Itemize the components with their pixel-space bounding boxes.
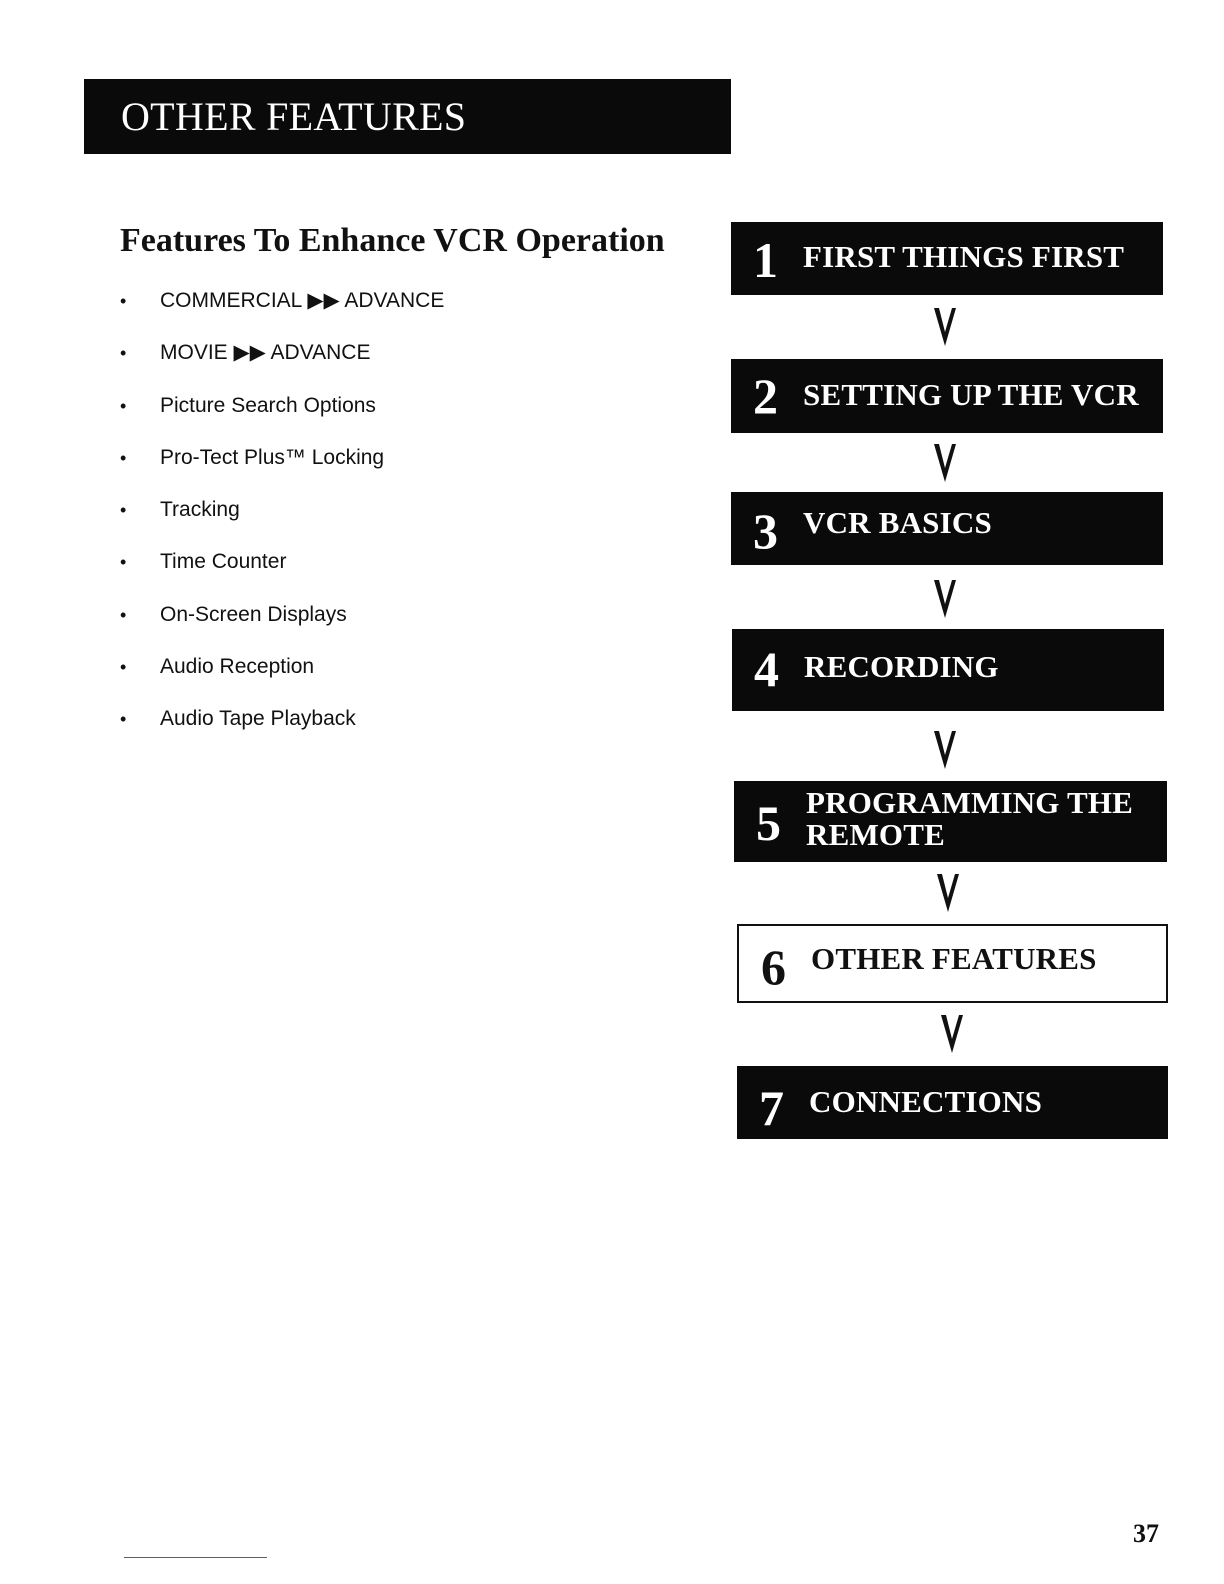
feature-list bbox=[118, 286, 444, 757]
chevron-down-icon bbox=[932, 306, 958, 350]
step-label: VCR BASICS bbox=[803, 505, 992, 540]
step-label: FIRST THINGS FIRST bbox=[803, 239, 1125, 274]
list-item bbox=[118, 286, 444, 338]
bullet-icon: • bbox=[120, 500, 127, 521]
bullet-icon: • bbox=[120, 343, 127, 364]
chevron-down-icon bbox=[939, 1013, 965, 1057]
step-label: RECORDING bbox=[804, 649, 999, 684]
list-item-label: Audio Reception bbox=[160, 655, 315, 679]
list-item-label: Time Counter bbox=[160, 550, 287, 574]
chapter-title: OTHER FEATURES bbox=[121, 94, 467, 139]
footer-divider bbox=[124, 1557, 267, 1558]
chevron-down-icon bbox=[932, 442, 958, 486]
chevron-down-icon bbox=[935, 872, 961, 916]
chapter-step-5[interactable] bbox=[734, 781, 1167, 862]
list-item bbox=[118, 600, 444, 652]
bullet-icon: • bbox=[120, 657, 127, 678]
list-item bbox=[118, 443, 444, 495]
list-item bbox=[118, 391, 444, 443]
list-item-label: COMMERCIAL ▶▶ ADVANCE bbox=[160, 289, 445, 312]
list-item-label: On-Screen Displays bbox=[160, 602, 347, 626]
step-number: 1 bbox=[753, 232, 778, 288]
bullet-icon: • bbox=[120, 604, 127, 625]
step-number: 5 bbox=[756, 795, 781, 851]
list-item-label: Picture Search Options bbox=[160, 393, 376, 417]
step-label-line1: PROGRAMMING THE bbox=[806, 785, 1134, 820]
section-title: Features To Enhance VCR Operation bbox=[120, 222, 665, 259]
chapter-header-bar bbox=[84, 79, 731, 154]
step-label-line2: REMOTE bbox=[806, 817, 945, 852]
list-item bbox=[118, 547, 444, 599]
step-number: 7 bbox=[759, 1080, 784, 1136]
chapter-step-3[interactable] bbox=[731, 492, 1163, 565]
step-label: OTHER FEATURES bbox=[811, 941, 1097, 976]
list-item-label: Audio Tape Playback bbox=[160, 707, 356, 731]
list-item-label: Tracking bbox=[160, 498, 240, 522]
list-item bbox=[118, 338, 444, 390]
step-number: 2 bbox=[753, 368, 778, 424]
chapter-step-4[interactable] bbox=[732, 629, 1164, 711]
bullet-icon: • bbox=[120, 291, 127, 311]
bullet-icon: • bbox=[120, 709, 127, 730]
list-item bbox=[118, 704, 444, 756]
step-number: 6 bbox=[761, 939, 786, 995]
page-number: 37 bbox=[1133, 1519, 1159, 1548]
bullet-icon: • bbox=[120, 552, 127, 573]
step-label: SETTING UP THE VCR bbox=[803, 377, 1139, 412]
list-item bbox=[118, 652, 444, 704]
chapter-step-6-current[interactable] bbox=[737, 924, 1168, 1003]
bullet-icon: • bbox=[120, 447, 127, 468]
step-label: CONNECTIONS bbox=[809, 1084, 1043, 1119]
step-number: 4 bbox=[754, 641, 779, 697]
chapter-step-1[interactable] bbox=[731, 222, 1163, 295]
step-number: 3 bbox=[753, 503, 778, 559]
chevron-down-icon bbox=[932, 578, 958, 622]
chevron-down-icon bbox=[932, 729, 958, 773]
chapter-step-2[interactable] bbox=[731, 359, 1163, 433]
bullet-icon: • bbox=[120, 395, 127, 416]
list-item-label: MOVIE ▶▶ ADVANCE bbox=[160, 341, 371, 365]
list-item bbox=[118, 495, 444, 547]
list-item-label: Pro-Tect Plus™ Locking bbox=[160, 445, 385, 469]
chapter-step-7[interactable] bbox=[737, 1066, 1168, 1139]
